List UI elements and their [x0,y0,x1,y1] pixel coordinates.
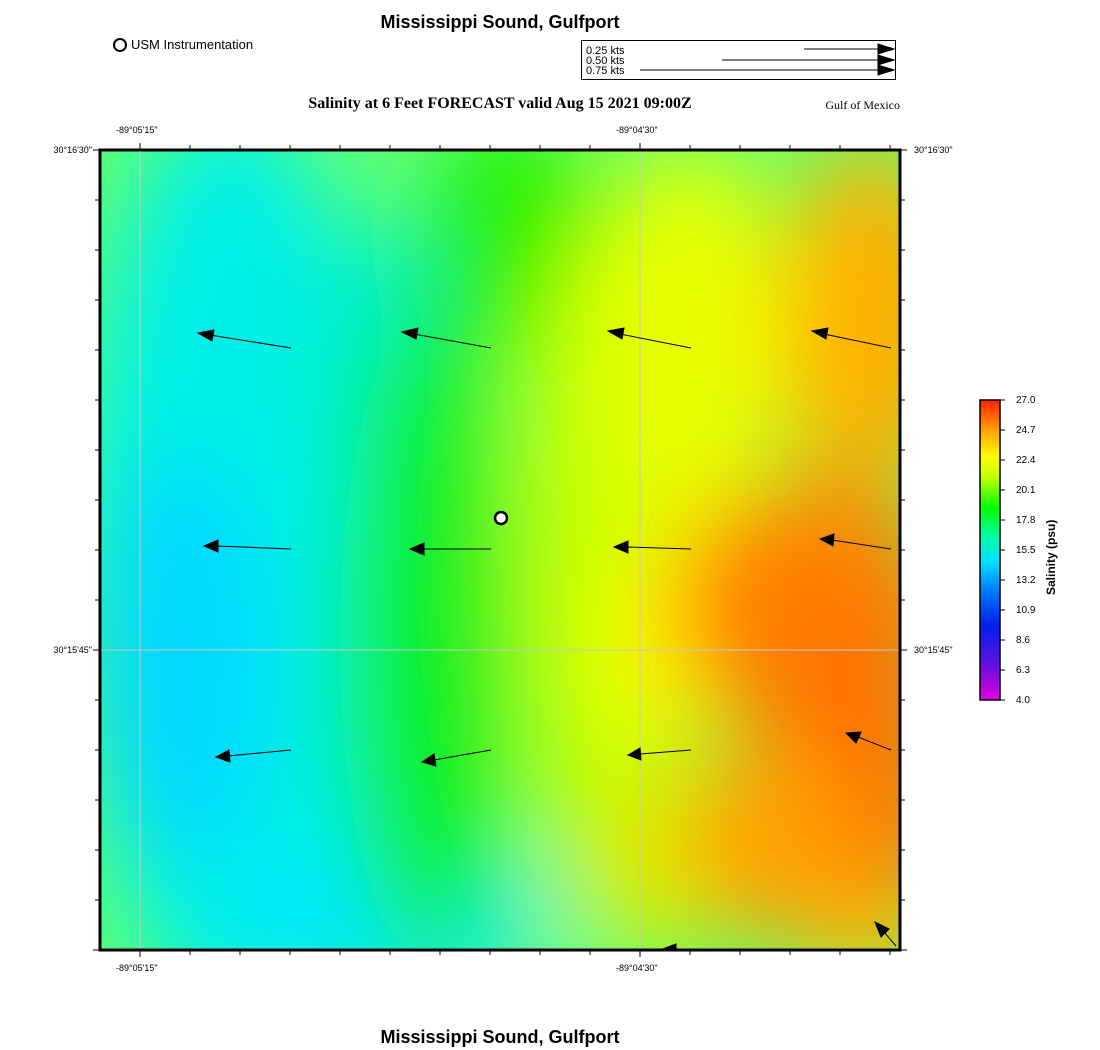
colorbar-tick-label: 15.5 [1016,545,1036,556]
colorbar-tick-label: 10.9 [1016,605,1036,616]
footer-title: Mississippi Sound, Gulfport [380,1027,620,1047]
station-legend-label: USM Instrumentation [131,37,254,52]
scale-label-3: 0.75 kts [586,65,625,77]
lon-tick-bottom-1: -89°05'15" [116,963,158,973]
forecast-title: Salinity at 6 Feet FORECAST valid Aug 15 2021 09:00Z [308,95,692,112]
station-legend [113,37,253,52]
colorbar-tick-label: 4.0 [1016,695,1030,706]
lat-tick-left-1: 30°16'30" [53,145,92,155]
colorbar-tick-label: 8.6 [1016,635,1030,646]
colorbar-tick-label: 13.2 [1016,575,1036,586]
lon-tick-bottom-2: -89°04'30" [616,963,658,973]
map-title: Mississippi Sound, Gulfport [380,12,620,32]
region-label: Gulf of Mexico [825,98,900,112]
current-scale-legend [581,40,896,80]
scale-arrows [582,41,895,79]
scale-label-1: 0.25 kts [586,45,625,57]
colorbar-tick-label: 27.0 [1016,395,1036,406]
lon-tick-top-1: -89°05'15" [116,125,158,135]
lat-tick-left-2: 30°15'45" [53,645,92,655]
lat-tick-right-1: 30°16'30" [914,145,953,155]
salinity-colorbar [975,395,1005,707]
scale-label-2: 0.50 kts [586,55,625,67]
lat-tick-right-2: 30°15'45" [914,645,953,655]
usm-station-marker[interactable] [495,512,507,524]
colorbar-tick-label: 22.4 [1016,455,1036,466]
salinity-map [90,140,912,962]
lon-tick-top-2: -89°04'30" [616,125,658,135]
colorbar-tick-label: 6.3 [1016,665,1030,676]
station-marker-icon [113,38,127,52]
colorbar-tick-label: 17.8 [1016,515,1036,526]
colorbar-title: Salinity (psu) [1044,519,1058,595]
colorbar-tick-label: 24.7 [1016,425,1036,436]
colorbar-tick-label: 20.1 [1016,485,1036,496]
